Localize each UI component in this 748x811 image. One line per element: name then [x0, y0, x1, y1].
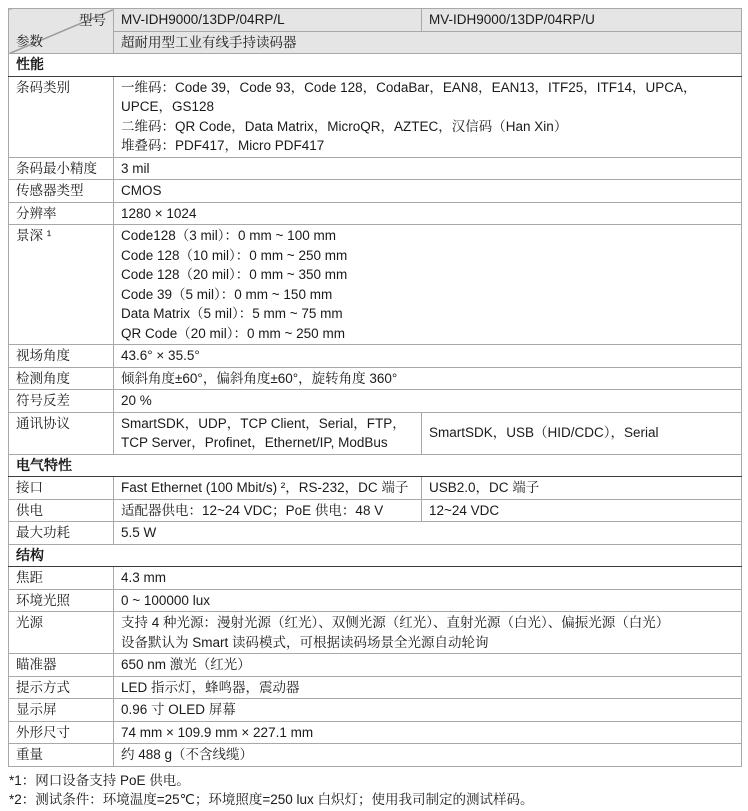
row-label-cell: 显示屏	[9, 699, 114, 722]
row-value-cell	[114, 567, 742, 590]
value-line: 0.96 寸 OLED 屏幕	[121, 702, 236, 717]
row-value-right-cell	[422, 499, 742, 522]
corner-label-model: 型号	[79, 13, 106, 28]
value-line: Code 128（20 mil）：0 mm ~ 350 mm	[121, 267, 348, 282]
spec-table	[8, 8, 742, 767]
row-label-cell: 提示方式	[9, 676, 114, 699]
row-value-cell	[114, 345, 742, 368]
row-value-cell	[114, 157, 742, 180]
table-row	[9, 367, 742, 390]
footnotes	[8, 767, 741, 810]
row-value-right-cell	[422, 477, 742, 500]
row-label-cell: 分辨率	[9, 202, 114, 225]
footnote-1: *1：网口设备支持 PoE 供电。	[9, 772, 190, 788]
param-desc-cell: 超耐用型工业有线手持读码器	[114, 31, 742, 54]
footnote-2: *2：测试条件：环境温度=25℃；环境照度=250 lux 白炽灯；使用我司制定的测试样码。	[9, 792, 534, 807]
value-line: 3 mil	[121, 160, 150, 176]
value-line: LED 指示灯，蜂鸣器，震动器	[121, 679, 300, 695]
table-row	[9, 589, 742, 612]
row-label-cell: 焦距	[9, 567, 114, 590]
value-line: 二维码：QR Code，Data Matrix，MicroQR，AZTEC，汉信码（Han Xin）	[121, 118, 568, 134]
corner-header-cell	[9, 9, 114, 54]
corner-label-param: 参数	[16, 33, 43, 49]
value-line: 一维码：Code 39，Code 93，Code 128，CodaBar，EAN8，EAN13，ITF25，ITF14，UPCA，UPCE，GS128	[121, 79, 697, 114]
value-line: Data Matrix（5 mil）：5 mm ~ 75 mm	[121, 306, 343, 321]
row-value-cell	[114, 721, 742, 744]
value-right-line: SmartSDK，USB（HID/CDC），Serial	[429, 425, 659, 441]
row-value-cell	[114, 676, 742, 699]
value-line: 20 %	[121, 393, 152, 408]
row-label-cell: 景深 ¹	[9, 225, 114, 345]
table-row	[9, 412, 742, 454]
row-value-cell	[114, 76, 742, 157]
value-line: Code 128（10 mil）：0 mm ~ 250 mm	[121, 247, 348, 263]
table-row	[9, 676, 742, 699]
row-label-cell: 条码类别	[9, 76, 114, 157]
table-row	[9, 454, 742, 477]
row-value-left-cell	[114, 477, 422, 500]
row-label-cell: 重量	[9, 744, 114, 767]
row-label-cell: 传感器类型	[9, 180, 114, 203]
value-right-line: USB2.0，DC 端子	[429, 480, 540, 495]
row-label-cell: 符号反差	[9, 390, 114, 413]
table-row	[9, 744, 742, 767]
table-row	[9, 522, 742, 545]
row-label-cell: 检测角度	[9, 367, 114, 390]
row-value-cell	[114, 202, 742, 225]
row-label-cell: 视场角度	[9, 345, 114, 368]
row-label-cell: 外形尺寸	[9, 721, 114, 744]
table-row	[9, 157, 742, 180]
table-row	[9, 477, 742, 500]
row-value-left-cell	[114, 412, 422, 454]
value-line: 1280 × 1024	[121, 205, 197, 221]
table-row	[9, 654, 742, 677]
value-line: 堆叠码：PDF417，Micro PDF417	[121, 138, 325, 153]
table-row	[9, 499, 742, 522]
table-row	[9, 345, 742, 368]
model-name-cell: MV-IDH9000/13DP/04RP/U	[422, 9, 742, 32]
table-row	[9, 76, 742, 157]
table-row	[9, 225, 742, 345]
value-line: 0 ~ 100000 lux	[121, 592, 210, 608]
value-right-line: 12~24 VDC	[429, 502, 500, 518]
row-value-left-cell	[114, 499, 422, 522]
row-label-cell: 通讯协议	[9, 412, 114, 454]
value-line: QR Code（20 mil）：0 mm ~ 250 mm	[121, 325, 345, 341]
spec-table-body	[9, 9, 742, 767]
row-value-right-cell	[422, 412, 742, 454]
row-value-cell	[114, 612, 742, 654]
value-line: 倾斜角度±60°，偏斜角度±60°，旋转角度 360°	[121, 370, 398, 386]
value-line: 74 mm × 109.9 mm × 227.1 mm	[121, 724, 314, 740]
section-header-cell: 电气特性	[9, 454, 742, 477]
row-value-cell	[114, 180, 742, 203]
value-line: 4.3 mm	[121, 570, 167, 585]
section-header-cell: 结构	[9, 544, 742, 567]
row-label-cell: 光源	[9, 612, 114, 654]
table-row	[9, 612, 742, 654]
value-left-line: 适配器供电：12~24 VDC；PoE 供电：48 V	[121, 502, 384, 518]
table-row	[9, 699, 742, 722]
table-row	[9, 31, 742, 54]
section-header-cell: 性能	[9, 54, 742, 77]
value-left-line: Fast Ethernet (100 Mbit/s) ²，RS-232，DC 端子	[121, 480, 409, 495]
row-label-cell: 接口	[9, 477, 114, 500]
value-line: 43.6° × 35.5°	[121, 348, 200, 363]
row-label-cell: 条码最小精度	[9, 157, 114, 180]
table-row	[9, 544, 742, 567]
row-value-cell	[114, 367, 742, 390]
row-value-cell	[114, 654, 742, 677]
value-left-line: SmartSDK，UDP，TCP Client，Serial，FTP，TCP Server，Profinet，Ethernet/IP, ModBus	[121, 415, 406, 450]
value-line: 支持 4 种光源：漫射光源（红光）、双侧光源（红光）、直射光源（白光）、偏振光源（白光）	[121, 615, 670, 630]
table-row	[9, 567, 742, 590]
table-row	[9, 54, 742, 77]
table-row	[9, 390, 742, 413]
model-name-cell: MV-IDH9000/13DP/04RP/L	[114, 9, 422, 32]
row-value-cell	[114, 225, 742, 345]
table-row	[9, 180, 742, 203]
value-line: CMOS	[121, 183, 162, 198]
value-line: 650 nm 激光（红光）	[121, 657, 251, 672]
value-line: 设备默认为 Smart 读码模式，可根据读码场景全光源自动轮询	[121, 634, 489, 650]
row-value-cell	[114, 589, 742, 612]
row-value-cell	[114, 522, 742, 545]
row-label-cell: 瞄准器	[9, 654, 114, 677]
row-label-cell: 供电	[9, 499, 114, 522]
table-row	[9, 9, 742, 32]
table-row	[9, 202, 742, 225]
value-line: Code128（3 mil）：0 mm ~ 100 mm	[121, 228, 336, 243]
row-value-cell	[114, 699, 742, 722]
row-value-cell	[114, 744, 742, 767]
value-line: 约 488 g（不含线缆）	[121, 747, 254, 762]
row-label-cell: 环境光照	[9, 589, 114, 612]
value-line: 5.5 W	[121, 525, 157, 540]
row-label-cell: 最大功耗	[9, 522, 114, 545]
table-row	[9, 721, 742, 744]
row-value-cell	[114, 390, 742, 413]
value-line: Code 39（5 mil）：0 mm ~ 150 mm	[121, 286, 333, 302]
